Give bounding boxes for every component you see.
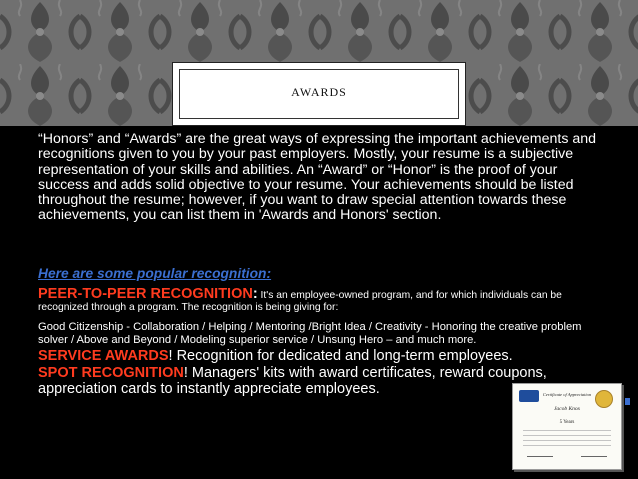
peer-recognition-text: It's an employee-owned program, and for which individuals can be recognized through a program. The recognition is being giving for:: [38, 290, 562, 313]
certificate-name: Jacob Knox: [553, 406, 581, 412]
popular-recognition-link[interactable]: Here are some popular recognition:: [38, 266, 272, 281]
recognition-list: Good Citizenship - Collaboration / Helping / Mentoring /Bright Idea / Creativity - Honoring the creative problem solver / Above and Beyond / Modeling superior service / Unsung Hero – and much more.: [38, 321, 582, 346]
certificate-text-line: [523, 445, 611, 446]
peer-recognition-paragraph: [38, 288, 608, 314]
slide-title: AWARDS: [291, 85, 347, 99]
intro-paragraph: “Honors” and “Awards” are the great ways of expressing the important achievements and recognitions given to you by your past employers. Mostly, your resume is a subjective representation of your skills and abilities. An “Award” or “Honor” is the proof of your success and adds solid objective to your resume. Your achievements should be listed throughout the resume; however, if you want to draw special attention towards these achievements, you can list them in 'Awards and Honors' section.: [38, 131, 597, 224]
spot-recognition-label: SPOT RECOGNITION: [38, 365, 184, 381]
title-box: [172, 62, 466, 126]
peer-recognition-label: PEER-TO-PEER RECOGNITION: [38, 286, 253, 302]
service-awards-paragraph: [38, 348, 608, 364]
signature-line: [581, 456, 607, 457]
edge-accent-mark: [625, 398, 630, 405]
service-awards-text: ! Recognition for dedicated and long-term employees.: [168, 348, 513, 364]
peer-colon: :: [252, 286, 258, 302]
certificate-text-line: [523, 435, 611, 436]
service-awards-label: SERVICE AWARDS: [38, 348, 169, 364]
certificate-text-line: [523, 430, 611, 431]
certificate-image: [512, 383, 622, 470]
spot-recognition-text: ! Managers' kits with award certificates, reward coupons, appreciation cards to instantly appreciate employees.: [38, 365, 547, 397]
signature-line: [527, 456, 553, 457]
certificate-title: Certificate of Appreciation: [542, 392, 592, 397]
certificate-years: 5 Years: [559, 420, 575, 425]
certificate-text-line: [523, 440, 611, 441]
